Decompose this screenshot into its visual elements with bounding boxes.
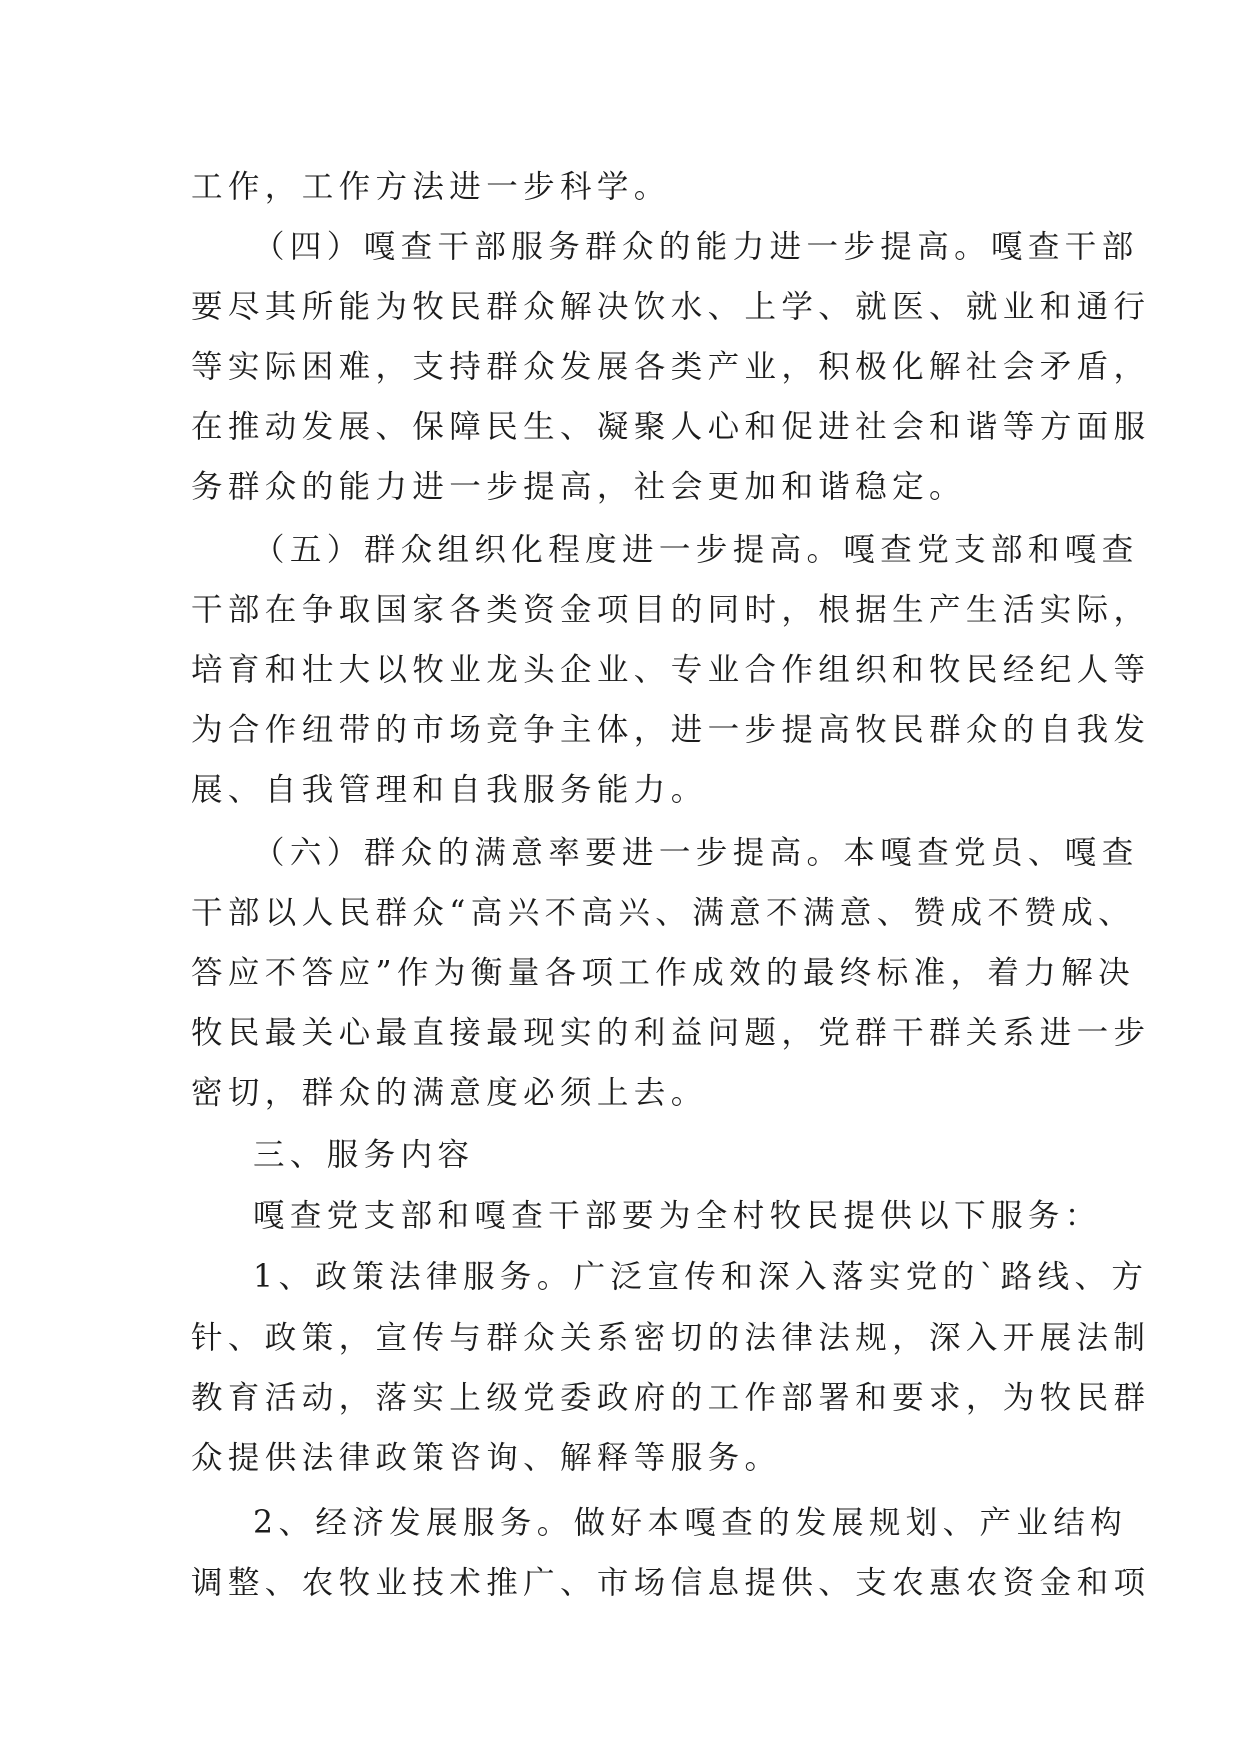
text-line: 众提供法律政策咨询、解释等服务。 bbox=[191, 1440, 782, 1476]
text-line: （四）嘎查干部服务群众的能力进一步提高。嘎查干部 bbox=[253, 229, 1139, 265]
text-line: （五）群众组织化程度进一步提高。嘎查党支部和嘎查 bbox=[253, 532, 1139, 568]
text-line: 针、政策，宣传与群众关系密切的法律法规，深入开展法制 bbox=[191, 1320, 1151, 1356]
text-line: 1、政策法律服务。广泛宣传和深入落实党的`路线、方 bbox=[253, 1259, 1149, 1295]
text-line: 要尽其所能为牧民群众解决饮水、上学、就医、就业和通行 bbox=[191, 289, 1151, 325]
text-line: 调整、农牧业技术推广、市场信息提供、支农惠农资金和项 bbox=[191, 1565, 1151, 1601]
text-line: 干部以人民群众“高兴不高兴、满意不满意、赞成不赞成、 bbox=[191, 895, 1136, 931]
text-line: 在推动发展、保障民生、凝聚人心和促进社会和谐等方面服 bbox=[191, 409, 1151, 445]
text-line: 务群众的能力进一步提高，社会更加和谐稳定。 bbox=[191, 469, 966, 505]
text-line: 培育和壮大以牧业龙头企业、专业合作组织和牧民经纪人等 bbox=[191, 652, 1151, 688]
text-line: 教育活动，落实上级党委政府的工作部署和要求，为牧民群 bbox=[191, 1380, 1151, 1416]
text-line: 嘎查党支部和嘎查干部要为全村牧民提供以下服务： bbox=[253, 1198, 1102, 1234]
text-line: 干部在争取国家各类资金项目的同时，根据生产生活实际， bbox=[191, 592, 1151, 628]
text-line: 密切，群众的满意度必须上去。 bbox=[191, 1075, 708, 1111]
section-heading: 三、服务内容 bbox=[253, 1137, 475, 1173]
text-line: 2、经济发展服务。做好本嘎查的发展规划、产业结构 bbox=[253, 1505, 1128, 1541]
text-line: 等实际困难，支持群众发展各类产业，积极化解社会矛盾， bbox=[191, 349, 1151, 385]
text-line: 牧民最关心最直接最现实的利益问题，党群干群关系进一步 bbox=[191, 1015, 1151, 1051]
text-line: 答应不答应”作为衡量各项工作成效的最终标准，着力解决 bbox=[191, 955, 1136, 991]
text-line: 工作，工作方法进一步科学。 bbox=[191, 169, 671, 205]
text-line: 展、自我管理和自我服务能力。 bbox=[191, 772, 708, 808]
text-line: 为合作纽带的市场竞争主体，进一步提高牧民群众的自我发 bbox=[191, 712, 1151, 748]
text-line: （六）群众的满意率要进一步提高。本嘎查党员、嘎查 bbox=[253, 835, 1139, 871]
